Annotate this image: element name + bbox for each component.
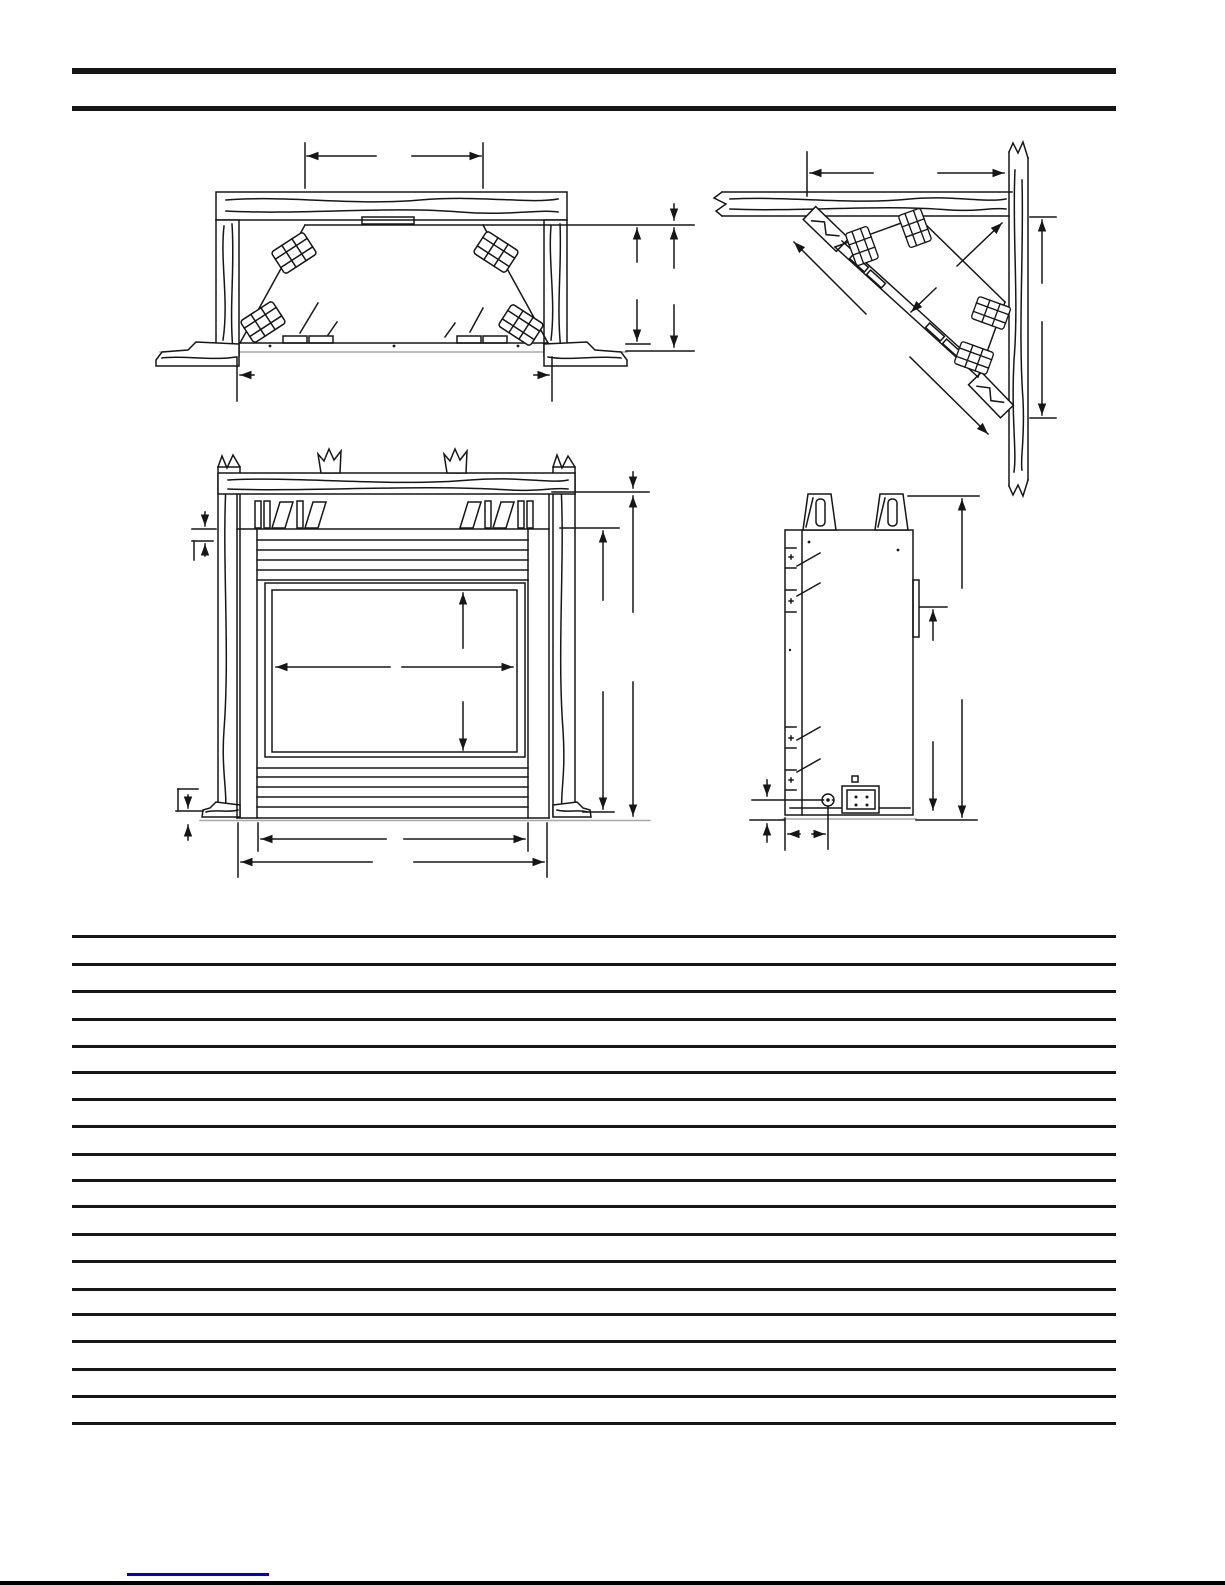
right-stud — [553, 455, 575, 816]
top-view-framing-diagram — [156, 143, 694, 401]
table-row-line — [72, 1313, 1116, 1316]
table-row-line — [72, 1260, 1116, 1263]
table-row-line — [72, 1179, 1116, 1182]
left-stud — [216, 220, 239, 356]
front-view-diagram — [176, 449, 650, 877]
table-row-line — [72, 1422, 1116, 1425]
left-floor-plate — [156, 342, 239, 366]
table-row-line — [72, 990, 1116, 993]
table-row-line — [72, 1340, 1116, 1343]
dimension-lines — [794, 152, 1056, 434]
nailing-bracket-icon — [954, 341, 994, 375]
fireplace-front — [237, 495, 549, 818]
table-row-line — [72, 1098, 1116, 1101]
table-row-line — [72, 1205, 1116, 1208]
nailing-bracket-icon — [271, 232, 317, 275]
table-row-line — [72, 1125, 1116, 1128]
table-row-line — [72, 1395, 1116, 1398]
right-stud — [544, 220, 567, 356]
nailing-bracket-icon — [473, 231, 519, 274]
left-foot-plate — [202, 802, 240, 817]
footer-link-underline[interactable] — [127, 1573, 269, 1576]
nailing-flange-tab-icon — [803, 494, 908, 530]
corner-framing-diagram — [714, 142, 1056, 496]
table-row-line — [72, 963, 1116, 966]
table-row-line — [72, 1045, 1116, 1048]
header-board — [216, 192, 567, 220]
right-foot-plate — [553, 802, 591, 817]
cabinet-body — [785, 530, 919, 815]
fireplace-top-outline — [240, 217, 694, 347]
corner-brace-icon — [969, 372, 1014, 418]
nailing-bracket-icon — [498, 304, 544, 347]
table-row-line — [72, 1018, 1116, 1021]
page-bottom-rule — [0, 1581, 1225, 1585]
metal-strap-icon — [318, 449, 467, 473]
table-row-line — [72, 1071, 1116, 1074]
nailing-bracket-icon — [240, 301, 286, 344]
table-row-line — [72, 1233, 1116, 1236]
right-floor-plate — [544, 342, 627, 366]
table-row-line — [72, 1288, 1116, 1291]
side-outlet — [913, 580, 919, 637]
table-row-line — [72, 1368, 1116, 1371]
side-view-diagram — [750, 494, 979, 850]
right-wall-board — [1009, 142, 1028, 496]
nailing-bracket-icon — [898, 208, 932, 248]
table-row-line — [72, 935, 1116, 938]
firebox-opening — [265, 583, 525, 757]
table-row-line — [72, 1153, 1116, 1156]
header-board — [218, 473, 575, 494]
top-wall-board — [714, 192, 1012, 216]
